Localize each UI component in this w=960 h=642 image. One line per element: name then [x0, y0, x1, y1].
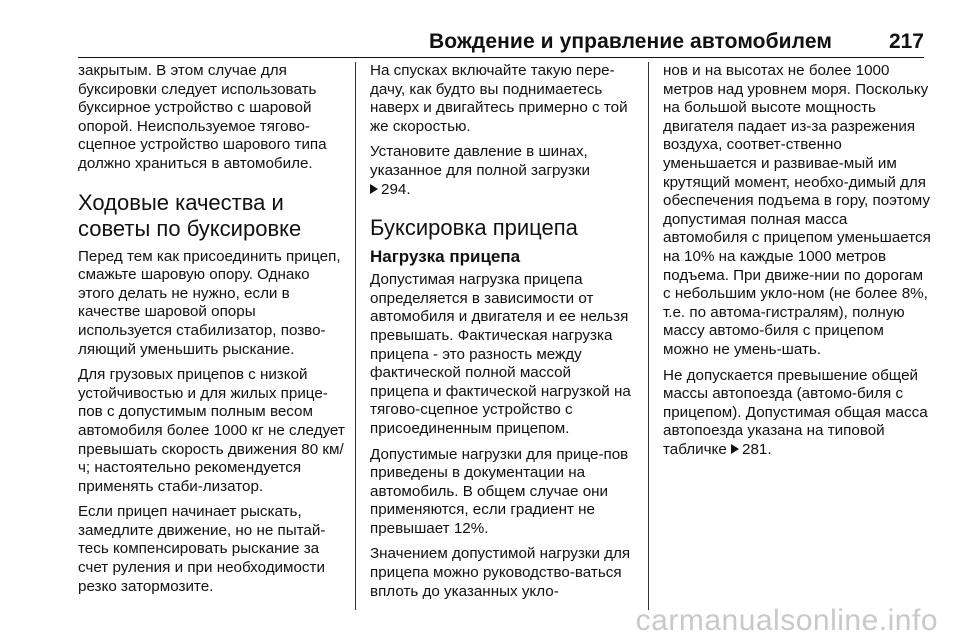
col1-paragraph-1: закрытым. В этом случае для буксировки следует использовать буксирное устройство с шаровой опорой. Неиспользуемое тягово-сцепное устройство шарового типа должно храниться в автомобиле. — [78, 62, 327, 172]
page-reference-281[interactable]: 281. — [742, 440, 772, 458]
page-number: 217 — [888, 30, 924, 53]
col2-paragraph-5: Значением допустимой нагрузки для прицепа можно руководство-ваться вплоть до указанных укло- — [370, 545, 631, 600]
col2-paragraph-3: Допустимая нагрузка прицепа определяется в зависимости от автомобиля и двигателя и ее нельзя превышать. Фактическая нагрузка прицепа - это разность между фактической полной массой прицепа и фактической нагрузкой на тягово-сцепное устройство с присоединенным прицепом. — [370, 271, 631, 437]
header-title: Вождение и управление автомобилем — [429, 30, 832, 53]
col2-paragraph-1: На спусках включайте такую пере-дачу, как будто вы поднимаетесь наверх и двигайтесь примерно с той же скоростью. — [370, 62, 628, 135]
page-reference-294[interactable]: 294. — [381, 180, 411, 198]
col2-ref-line — [370, 181, 634, 200]
col1-paragraph-3: Для грузовых прицепов с низкой устойчивостью и для жилых прице-пов с допустимым полным весом автомобиля более 1000 кг не следует превышать скорость движения 80 км/ч; настоятельно рекомендуется применять стаби-лизатор. — [78, 366, 345, 495]
page-header — [78, 0, 924, 58]
column-divider-2 — [648, 62, 649, 610]
watermark: carmanualsonline.info — [635, 604, 938, 637]
col3-paragraph-2-text: Не допускается превышение общей массы автопоезда (автомо-биля с прицепом). Допустимая общая масса автопоезда указана на типовой табличке — [663, 366, 928, 458]
section-heading-driving-tips: Ходовые качества и советы по буксировке — [78, 189, 302, 241]
page-reference-arrow-icon — [370, 184, 378, 194]
section-heading-trailer-towing: Буксировка прицепа — [370, 215, 578, 241]
column-3 — [663, 62, 931, 466]
col1-paragraph-2: Перед тем как присоединить прицеп, смажьте шаровую опору. Однако этого делать не нужно, если в качестве шаровой опоры используется стабилизатор, позво-ляющий уменьшить рыскание. — [78, 247, 341, 358]
column-1 — [78, 62, 348, 603]
subheading-trailer-load: Нагрузка прицепа — [370, 247, 521, 267]
col2-paragraph-2 — [370, 143, 634, 199]
column-2 — [370, 62, 634, 608]
page-reference-arrow-icon — [731, 444, 739, 454]
col2-paragraph-2-text: Установите давление в шинах, указанное для полной загрузки — [370, 143, 590, 179]
col2-paragraph-4: Допустимые нагрузки для прице-пов приведены в документации на автомобиль. В общем случае они применяются, если градиент не превышает 12%. — [370, 445, 629, 537]
col3-paragraph-2 — [663, 367, 931, 460]
col3-paragraph-1: нов и на высотах не более 1000 метров над уровнем моря. Поскольку на большой высоте мощность двигателя падает из-за разрежения воздуха, соответ-ственно уменьшается и развивае-мый им крутящий момент, необхо-димый для обеспечения подъема в гору, поэтому допустимая полная масса автомобиля с прицепом уменьшается на 10% на каждые 1000 метров подъема. При движе-нии по дорогам с небольшим укло-ном (не более 8%, т.е. по автома-гистралям), полную массу автомо-биля с прицепом можно не умень-шать. — [663, 62, 931, 358]
col1-paragraph-4: Если прицеп начинает рыскать, замедлите движение, но не пытай-тесь компенсировать рыскание за счет руления и при необходимости резко затормозите. — [78, 503, 326, 595]
column-divider-1 — [355, 62, 356, 610]
